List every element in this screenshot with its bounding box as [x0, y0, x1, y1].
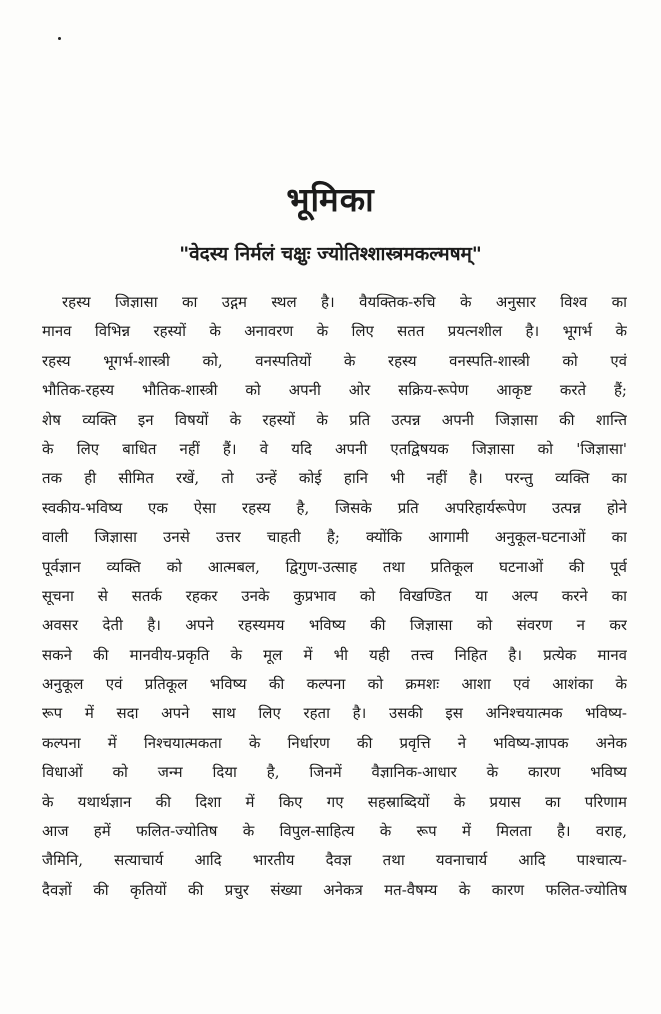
text-line: मानव विभिन्न रहस्यों के अनावरण के लिए सतत प्रयत्नशील है। भूगर्भ के	[42, 322, 627, 341]
text-line: विधाओं को जन्म दिया है, जिनमें वैज्ञानिक-आधार के कारण भविष्य	[42, 763, 627, 782]
text-line: अवसर देती है। अपने रहस्यमय भविष्य की जिज्ञासा को संवरण न कर	[42, 616, 627, 635]
page-title: भूमिका	[286, 180, 375, 219]
text-line: दैवज्ञों की कृतियों की प्रचुर संख्या अनेकत्र मत-वैषम्य के कारण फलित-ज्योतिष	[42, 880, 627, 899]
text-line: वाली जिज्ञासा उनसे उत्तर चाहती है; क्योंकि आगामी अनुकूल-घटनाओं का	[42, 528, 627, 547]
text-line: सूचना से सतर्क रहकर उनके कुप्रभाव को विखण्डित या अल्प करने का	[42, 586, 627, 605]
ink-speck	[58, 37, 61, 40]
text-line: अनुकूल एवं प्रतिकूल भविष्य की कल्पना को क्रमशः आशा एवं आशंका के	[42, 675, 627, 694]
epigraph-quote: "वेदस्य निर्मलं चक्षुः ज्योतिश्शास्त्रमकल्मषम्"	[179, 243, 482, 265]
text-line: के लिए बाधित नहीं हैं। वे यदि अपनी एतद्विषयक जिज्ञासा को 'जिज्ञासा'	[42, 439, 627, 458]
text-line: आज हमें फलित-ज्योतिष के विपुल-साहित्य के रूप में मिलता है। वराह,	[42, 822, 627, 841]
text-line: पूर्वज्ञान व्यक्ति को आत्मबल, द्विगुण-उत्साह तथा प्रतिकूल घटनाओं की पूर्व	[42, 557, 627, 576]
text-line: के यथार्थज्ञान की दिशा में किए गए सहस्राब्दियों के प्रयास का परिणाम	[42, 792, 627, 811]
text-line: भौतिक-रहस्य भौतिक-शास्त्री को अपनी ओर सक्रिय-रूपेण आकृष्ट करते हैं;	[42, 381, 627, 400]
text-line: शेष व्यक्ति इन विषयों के रहस्यों के प्रति उत्पन्न अपनी जिज्ञासा की शान्ति	[42, 410, 627, 429]
text-line: कल्पना में निश्चयात्मकता के निर्धारण की प्रवृत्ति ने भविष्य-ज्ञापक अनेक	[42, 733, 627, 752]
text-line: जैमिनि, सत्याचार्य आदि भारतीय दैवज्ञ तथा यवनाचार्य आदि पाश्चात्य-	[42, 851, 627, 870]
text-line: रहस्य भूगर्भ-शास्त्री को, वनस्पतियों के रहस्य वनस्पति-शास्त्री को एवं	[42, 351, 627, 370]
text-line: तक ही सीमित रखें, तो उन्हें कोई हानि भी नहीं है। परन्तु व्यक्ति का	[42, 469, 627, 488]
text-line: स्वकीय-भविष्य एक ऐसा रहस्य है, जिसके प्रति अपरिहार्यरूपेण उत्पन्न होने	[42, 498, 627, 517]
text-line: रहस्य जिज्ञासा का उद्गम स्थल है। वैयक्तिक-रुचि के अनुसार विश्व का	[62, 293, 627, 311]
body-paragraph	[42, 288, 627, 905]
text-line: रूप में सदा अपने साथ लिए रहता है। उसकी इस अनिश्चयात्मक भविष्य-	[42, 704, 627, 723]
text-line: सकने की मानवीय-प्रकृति के मूल में भी यही तत्त्व निहित है। प्रत्येक मानव	[42, 645, 627, 664]
